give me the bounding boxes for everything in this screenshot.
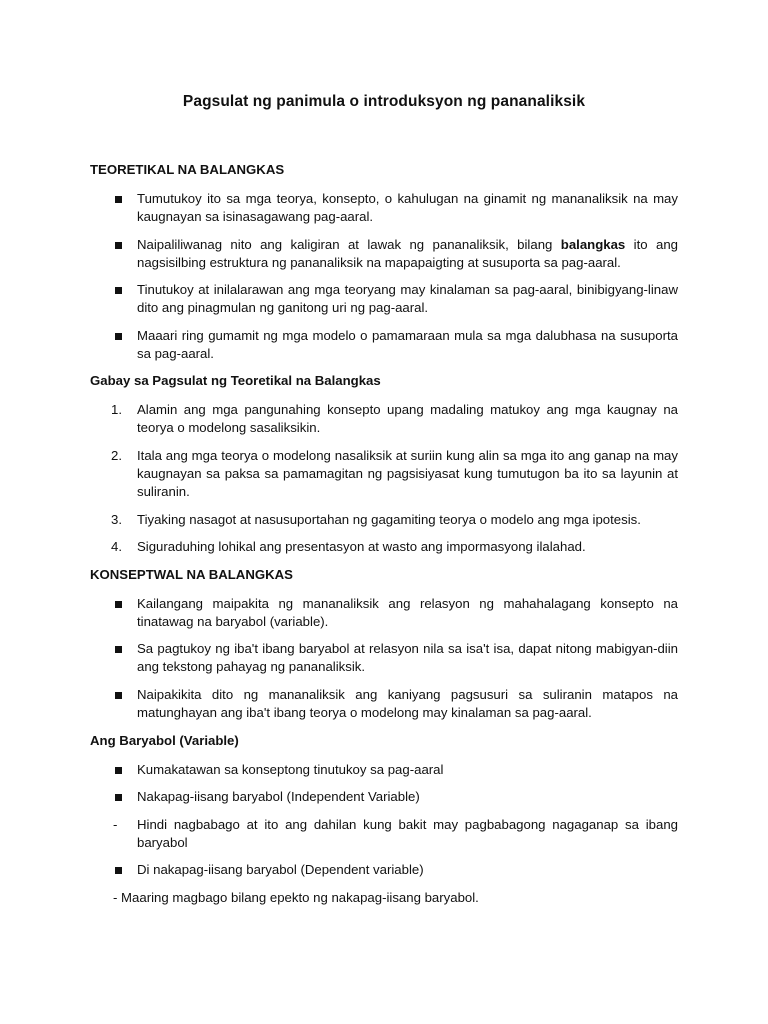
list-item-text: Tumutukoy ito sa mga teorya, konsepto, o kahulugan na ginamit ng mananaliksik na may kaugnayan sa isinasagawang pag-aaral. (137, 191, 678, 224)
section-heading-baryabol: Ang Baryabol (Variable) (90, 732, 239, 748)
list-item-text: Siguraduhing lohikal ang presentasyon at wasto ang impormasyong ilalahad. (137, 539, 586, 555)
list-item-text: Itala ang mga teorya o modelong nasaliksik at suriin kung alin sa mga ito ang ganap na may kaugnayan sa paksa sa pamamagitan ng pagsisiyasat kung tumutugon ba ito sa layunin at suliranin. (137, 447, 678, 499)
list-item (90, 281, 678, 317)
list-item (90, 190, 678, 226)
list-item-text (137, 237, 678, 270)
list-item (90, 511, 678, 529)
section-heading-gabay: Gabay sa Pagsulat ng Teoretikal na Balangkas (90, 373, 381, 389)
konseptwal-list (90, 595, 678, 722)
list-item-number: 3. (111, 511, 122, 527)
list-item (90, 401, 678, 437)
document-body (90, 161, 678, 907)
list-item-text-before: Naipaliliwanag nito ang kaligiran at lawak ng pananaliksik, bilang (137, 236, 561, 252)
list-item (90, 686, 678, 722)
list-item (90, 788, 678, 806)
list-item-text: Naipakikita dito ng mananaliksik ang kaniyang pagsusuri sa suliranin matapos na matunghayan ang iba't ibang teorya o modelong may kinalaman sa pag-aaral. (137, 686, 678, 720)
list-item (90, 595, 678, 631)
list-item-text: Hindi nagbabago at ito ang dahilan kung bakit may pagbabagong nagaganap sa ibang baryabol (137, 816, 678, 850)
list-item (90, 327, 678, 363)
list-item-text: Kumakatawan sa konseptong tinutukoy sa pag-aaral (137, 761, 444, 777)
list-item-text: Maaari ring gumamit ng mga modelo o pamamaraan mula sa mga dalubhasa na susuporta sa pag-aaral. (137, 327, 678, 361)
list-item-text: Di nakapag-iisang baryabol (Dependent variable) (137, 862, 424, 878)
teoretikal-list (90, 190, 678, 363)
section-heading-konseptwal: KONSEPTWAL NA BALANGKAS (90, 566, 293, 582)
list-item-text: Sa pagtukoy ng iba't ibang baryabol at relasyon nila sa isa't isa, dapat nitong mabigyan-diin ang tekstong pahayag ng pananaliksik. (137, 641, 678, 675)
list-item-number: 1. (111, 402, 122, 418)
list-item-text: Tiyaking nasagot at nasusuportahan ng gagamiting teorya o modelo ang mga ipotesis. (137, 511, 641, 527)
list-item (90, 761, 678, 779)
list-item (90, 538, 678, 556)
list-item-text: Tinutukoy at inilalarawan ang mga teoryang may kinalaman sa pag-aaral, binibigyang-linaw dito ang pinagmulan ng ganitong uri ng pag-aaral. (137, 282, 678, 316)
list-item (90, 861, 678, 879)
list-item-bold-term: balangkas (560, 236, 626, 252)
gabay-list (90, 401, 678, 556)
list-item (90, 816, 678, 852)
list-item-text: Alamin ang mga pangunahing konsepto upang madaling matukoy ang mga kaugnay na teorya o modelong sasaliksikin. (137, 402, 678, 436)
list-item-number: 2. (111, 447, 122, 463)
dash-bullet: - (113, 816, 118, 832)
list-item-text-after: ito ang nagsisilbing estruktura ng pananaliksik na mapapaigting at susuporta sa pag-aaral. (137, 236, 678, 270)
document-title: Pagsulat ng panimula o introduksyon ng pananaliksik (182, 93, 586, 110)
list-item (90, 640, 678, 676)
list-item-text: Nakapag-iisang baryabol (Independent Variable) (137, 789, 420, 805)
list-item (90, 236, 678, 272)
list-item-number: 4. (111, 539, 122, 555)
baryabol-note: - Maaring magbago bilang epekto ng nakapag-iisang baryabol. (113, 889, 479, 905)
list-item (90, 447, 678, 501)
list-item-text: Kailangang maipakita ng mananaliksik ang relasyon ng mahahalagang konsepto na tinatawag na baryabol (variable). (137, 595, 678, 629)
baryabol-list (90, 761, 678, 880)
section-heading-teoretikal: TEORETIKAL NA BALANGKAS (90, 162, 285, 177)
